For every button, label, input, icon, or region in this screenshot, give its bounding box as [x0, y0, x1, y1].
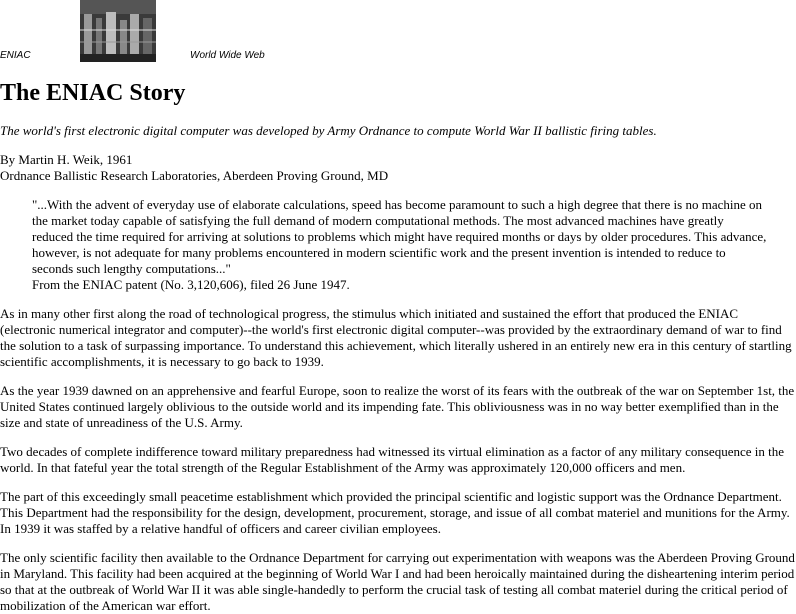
page-title: The ENIAC Story [0, 80, 186, 106]
quote-text: "...With the advent of everyday use of elaborate calculations, speed has become paramount to such a high degree that there is no machine on the market today capable of satisfying the full demand of modern computational methods. The most advanced machines have greatly reduced the time required for arriving at solutions to problems which might have required months or days by older procedures. This advance, however, is not adequate for many problems encountered in modern scientific work and the present invention is intended to reduce to seconds such lengthy computations..." [32, 197, 767, 276]
navigation-bar [0, 0, 796, 64]
paragraph-4: The part of this exceedingly small peacetime establishment which provided the principal scientific and logistic support was the Ordnance Department. This Department had the responsibility for the design, development, procurement, storage, and issue of all combat materiel and munitions for the Army. In 1939 it was staffed by a relative handful of officers and career civilian employees. [0, 489, 790, 536]
page-subtitle: The world's first electronic digital computer was developed by Army Ordnance to compute World War II ballistic firing tables. [0, 123, 657, 138]
paragraph-1: As in many other first along the road of technological progress, the stimulus which initiated and sustained the effort that produced the ENIAC (electronic numerical integrator and computer)--the world's first electronic digital computer--was provided by the extraordinary demand of war to find the solution to a task of surpassing importance. To understand this achievement, which literally ushered in an entirely new era in this century of startling scientific accomplishments, it is necessary to go back to 1939. [0, 306, 792, 369]
author: By Martin H. Weik, 1961 [0, 152, 133, 167]
quote-source: From the ENIAC patent (No. 3,120,606), filed 26 June 1947. [32, 277, 350, 292]
patent-quote [32, 197, 768, 293]
byline [0, 152, 796, 184]
paragraph-3: Two decades of complete indifference toward military preparedness had witnessed its virtual elimination as a factor of any military consequence in the world. In that fateful year the total strength of the Regular Establishment of the Army was approximately 120,000 officers and men. [0, 444, 784, 475]
organization: Ordnance Ballistic Research Laboratories, Aberdeen Proving Ground, MD [0, 168, 389, 183]
eniac-link[interactable]: ENIAC [0, 50, 31, 61]
paragraph-5: The only scientific facility then available to the Ordnance Department for carrying out experimentation with weapons was the Aberdeen Proving Ground in Maryland. This facility had been acquired at the beginning of World War I and had been heroically maintained during the disheartening interim period so that at the outbreak of World War II it was able single-handedly to perform the crucial task of testing all combat materiel during the critical period of mobilization of the American war effort. [0, 550, 795, 613]
world-wide-web-link[interactable]: World Wide Web [190, 50, 265, 61]
paragraph-2: As the year 1939 dawned on an apprehensive and fearful Europe, soon to realize the worst of its fears with the outbreak of the war on September 1st, the United States continued largely oblivious to the outside world and its impending fate. This obliviousness was in no way better exemplified than in the size and state of unreadiness of the U.S. Army. [0, 383, 795, 430]
eniac-photo[interactable] [80, 0, 156, 62]
